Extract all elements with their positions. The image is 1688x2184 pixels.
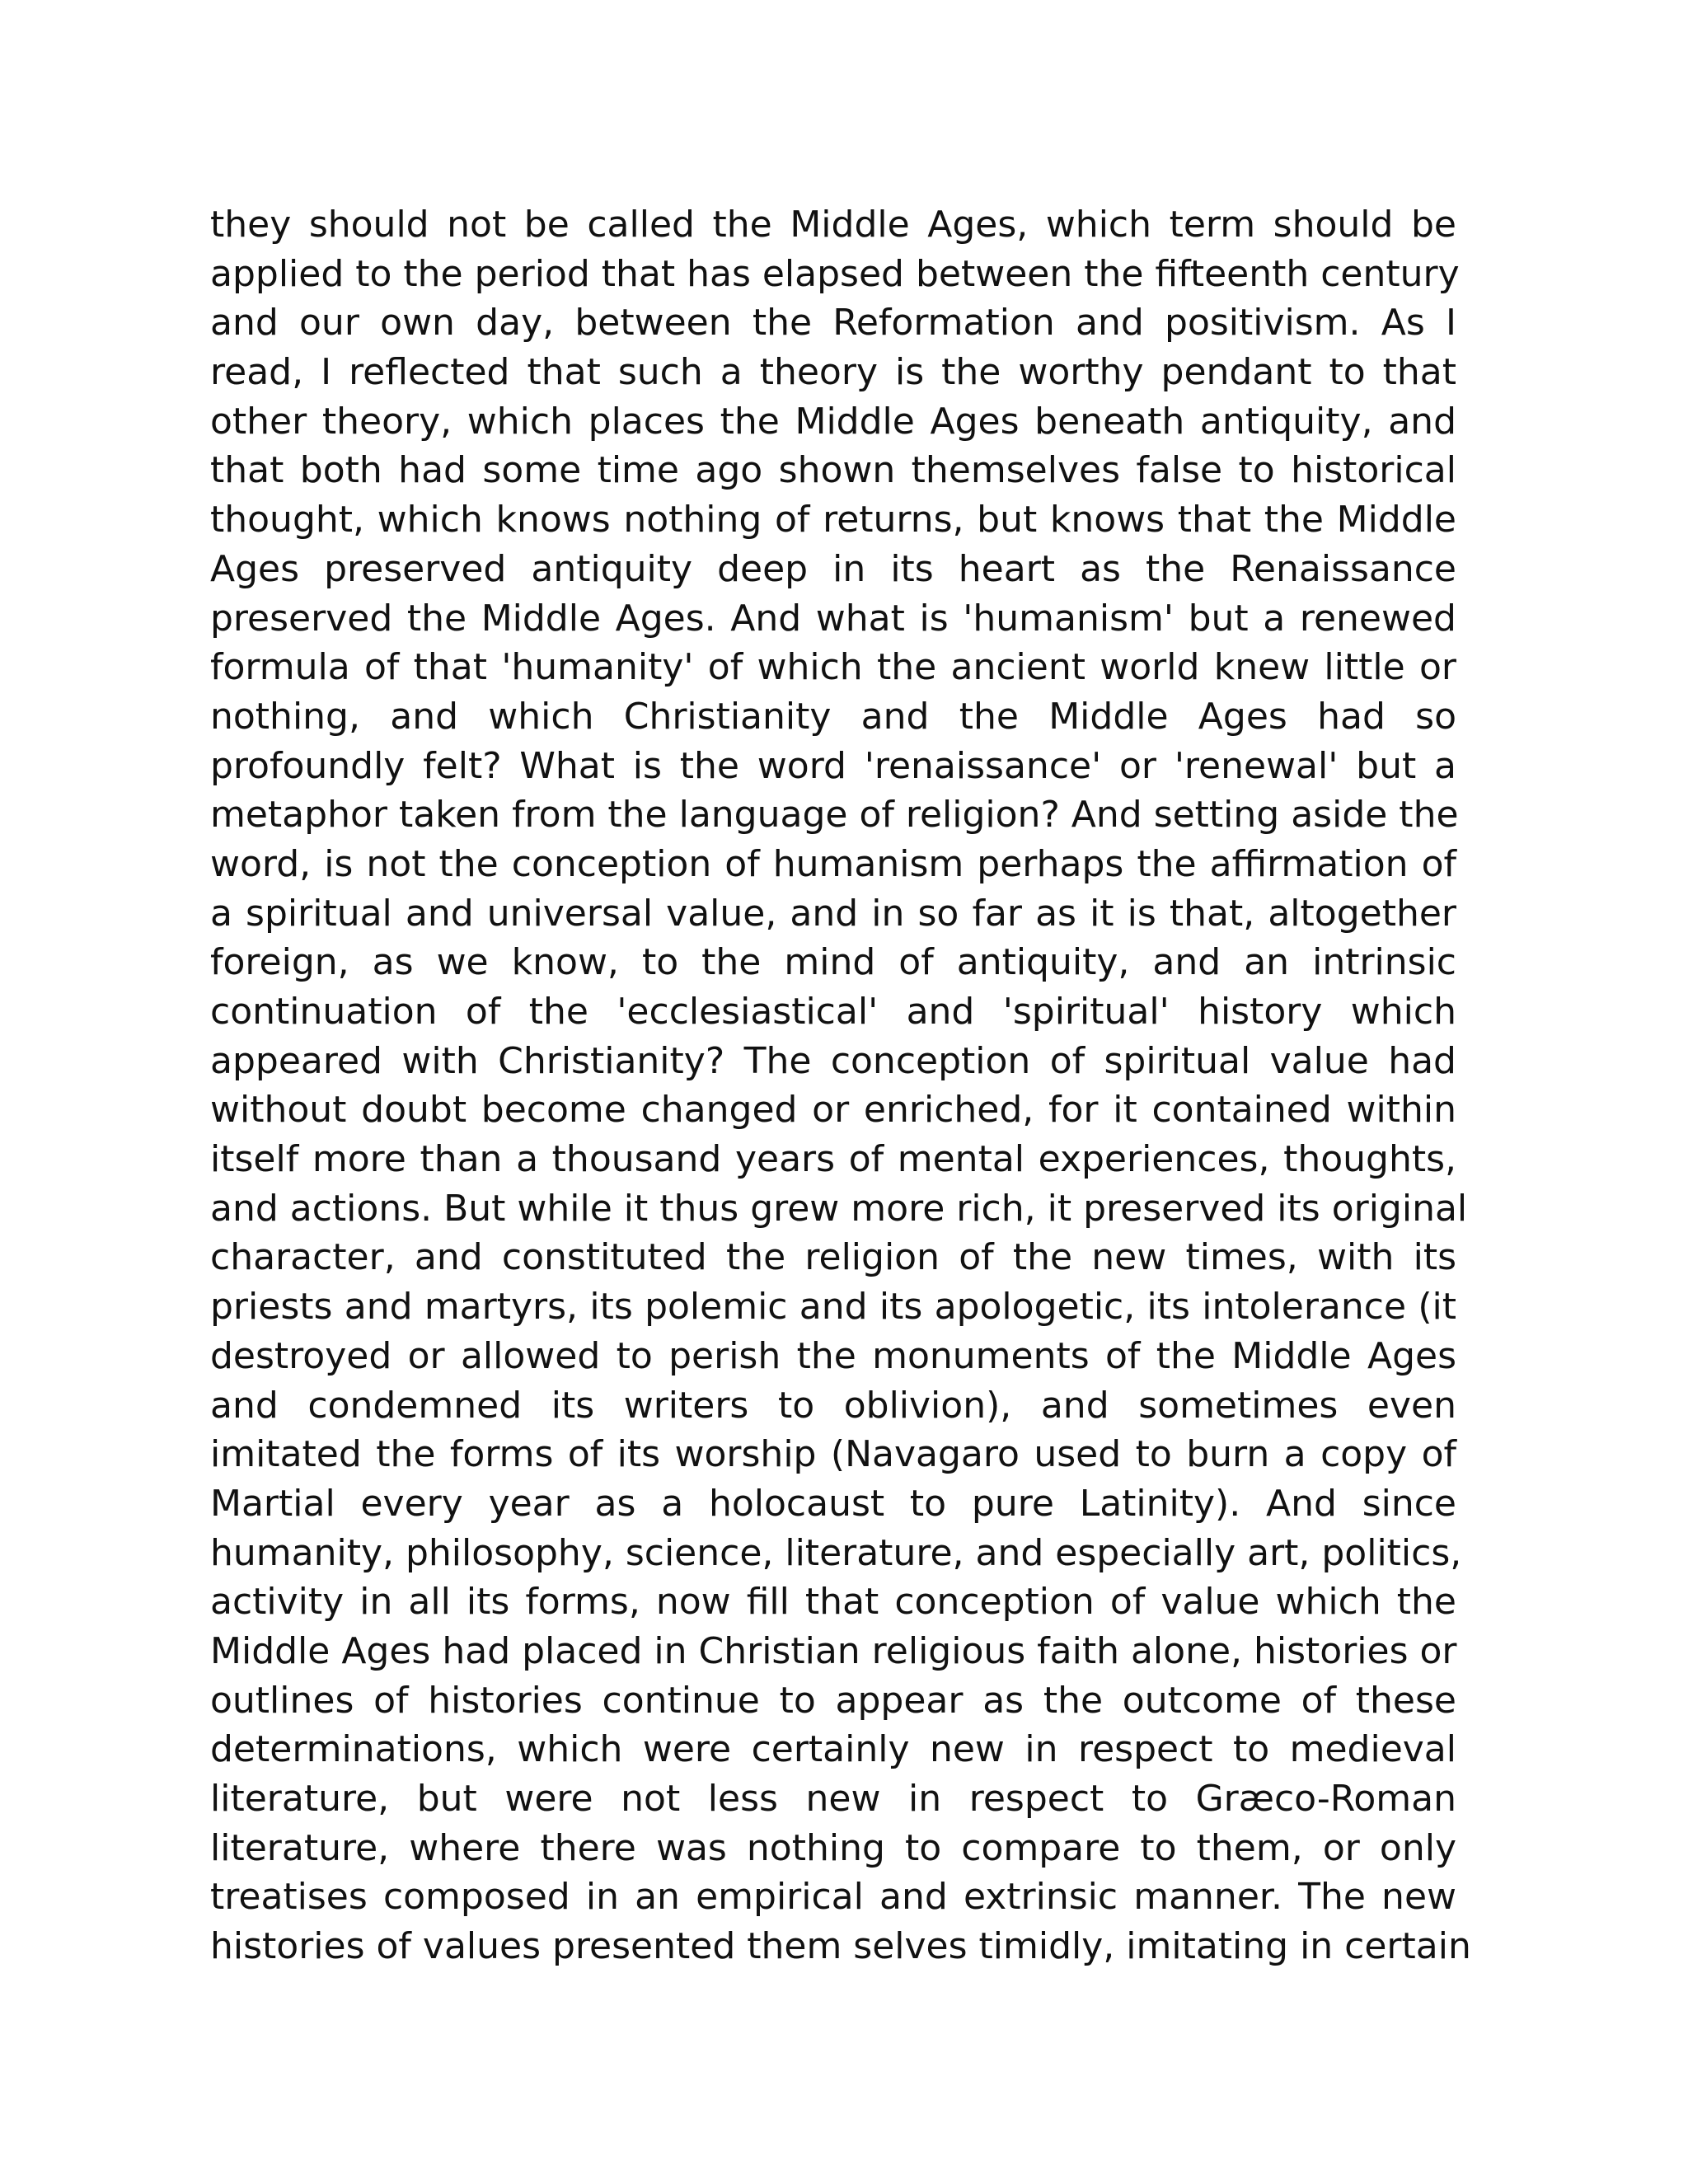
text-line: humanity, philosophy, science, literature, and especially art, politics,	[210, 1531, 1462, 1574]
text-line: and our own day, between the Reformation and positivism. As I	[210, 302, 1456, 344]
text-line: Ages preserved antiquity deep in its heart as the Renaissance	[210, 547, 1456, 590]
text-line: Middle Ages had placed in Christian religious faith alone, histories or	[210, 1629, 1457, 1672]
text-line: profoundly felt? What is the word 'renaissance' or 'renewal' but a	[210, 744, 1456, 787]
text-line: a spiritual and universal value, and in so far as it is that, altogether	[210, 892, 1456, 935]
text-line: other theory, which places the Middle Ages beneath antiquity, and	[210, 400, 1456, 443]
text-line: foreign, as we know, to the mind of antiquity, and an intrinsic	[210, 941, 1456, 984]
text-line: treatises composed in an empirical and extrinsic manner. The new	[210, 1876, 1456, 1919]
text-line: itself more than a thousand years of mental experiences, thoughts,	[210, 1138, 1456, 1181]
text-line: imitated the forms of its worship (Navagaro used to burn a copy of	[210, 1433, 1456, 1476]
text-line: preserved the Middle Ages. And what is 'humanism' but a renewed	[210, 597, 1456, 640]
text-line: nothing, and which Christianity and the Middle Ages had so	[210, 695, 1456, 738]
text-line: literature, where there was nothing to compare to them, or only	[210, 1826, 1456, 1869]
text-line: without doubt become changed or enriched, for it contained within	[210, 1089, 1456, 1132]
text-line: outlines of histories continue to appear as the outcome of these	[210, 1679, 1456, 1722]
text-line: metaphor taken from the language of religion? And setting aside the	[210, 794, 1459, 837]
text-line: read, I reflected that such a theory is the worthy pendant to that	[210, 351, 1456, 394]
text-line: formula of that 'humanity' of which the ancient world knew little or	[210, 646, 1456, 689]
text-line: destroyed or allowed to perish the monuments of the Middle Ages	[210, 1334, 1456, 1377]
text-line: they should not be called the Middle Ages, which term should be	[210, 204, 1456, 246]
text-line: word, is not the conception of humanism perhaps the affirmation of	[210, 842, 1456, 885]
text-line: appeared with Christianity? The conception of spiritual value had	[210, 1039, 1456, 1082]
text-line: histories of values presented them selves timidly, imitating in certain	[210, 1925, 1471, 1968]
text-line: literature, but were not less new in respect to Græco-Roman	[210, 1778, 1456, 1820]
text-line: priests and martyrs, its polemic and its apologetic, its intolerance (it	[210, 1286, 1456, 1329]
text-line: thought, which knows nothing of returns, but knows that the Middle	[210, 499, 1456, 541]
text-line: that both had some time ago shown themselves false to historical	[210, 449, 1456, 492]
text-line: continuation of the 'ecclesiastical' and 'spiritual' history which	[210, 991, 1456, 1033]
text-line: activity in all its forms, now fill that conception of value which the	[210, 1581, 1456, 1624]
text-line: determinations, which were certainly new in respect to medieval	[210, 1728, 1456, 1771]
text-line: applied to the period that has elapsed between the fifteenth century	[210, 252, 1460, 295]
text-line: and condemned its writers to oblivion), and sometimes even	[210, 1384, 1456, 1427]
text-line: and actions. But while it thus grew more rich, it preserved its original	[210, 1187, 1468, 1230]
body-text	[210, 200, 1471, 1971]
text-line: Martial every year as a holocaust to pure Latinity). And since	[210, 1482, 1456, 1525]
text-line: character, and constituted the religion of the new times, with its	[210, 1236, 1456, 1279]
